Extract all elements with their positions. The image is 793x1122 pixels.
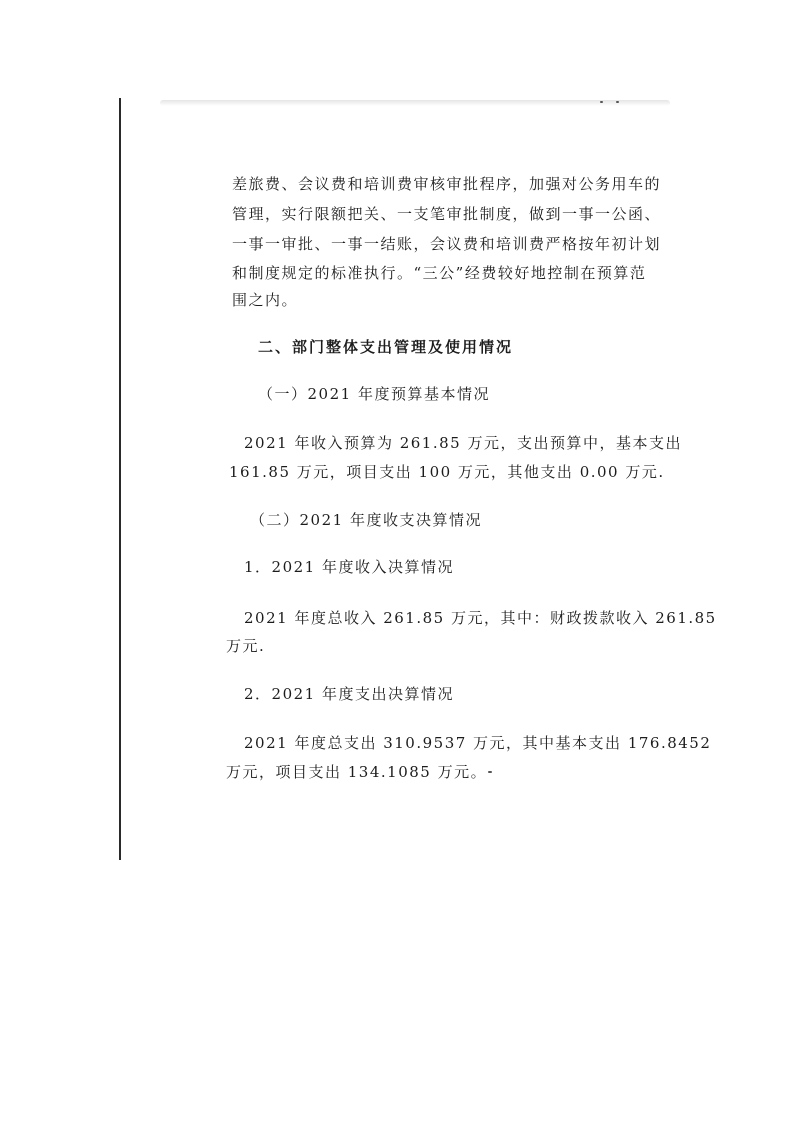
paragraph-line: 2021 年度总收入 261.85 万元，其中：财政拨款收入 261.85: [244, 609, 717, 627]
scan-speck: [600, 101, 603, 103]
subsection-heading: （二）2021 年度收支决算情况: [250, 511, 482, 529]
scan-shadow: [160, 100, 670, 106]
paragraph-line: 万元，项目支出 134.1085 万元。: [226, 763, 488, 781]
binding-edge-line: [119, 98, 121, 860]
paragraph-line: 管理，实行限额把关、一支笔审批制度，做到一事一公函、: [232, 205, 662, 223]
item-heading: 1．2021 年度收入决算情况: [244, 558, 454, 576]
paragraph-line: 2021 年收入预算为 261.85 万元，支出预算中，基本支出: [244, 434, 682, 452]
paragraph-line: 差旅费、会议费和培训费审核审批程序，加强对公务用车的: [232, 175, 662, 193]
paragraph-line: 和制度规定的标准执行。“三公”经费较好地控制在预算范: [232, 264, 647, 282]
paragraph-line: 围之内。: [232, 291, 299, 309]
paragraph-line: 万元.: [226, 637, 266, 655]
paragraph-line: 161.85 万元，项目支出 100 万元，其他支出 0.00 万元.: [229, 463, 665, 481]
scan-speck: [488, 771, 492, 773]
paragraph-line: 一事一审批、一事一结账，会议费和培训费严格按年初计划: [232, 235, 662, 253]
paragraph-line: 2021 年度总支出 310.9537 万元，其中基本支出 176.8452: [244, 734, 712, 752]
section-heading: 二、部门整体支出管理及使用情况: [258, 338, 514, 356]
subsection-heading: （一）2021 年度预算基本情况: [258, 385, 490, 403]
scan-speck: [616, 101, 619, 103]
item-heading: 2．2021 年度支出决算情况: [244, 685, 454, 703]
